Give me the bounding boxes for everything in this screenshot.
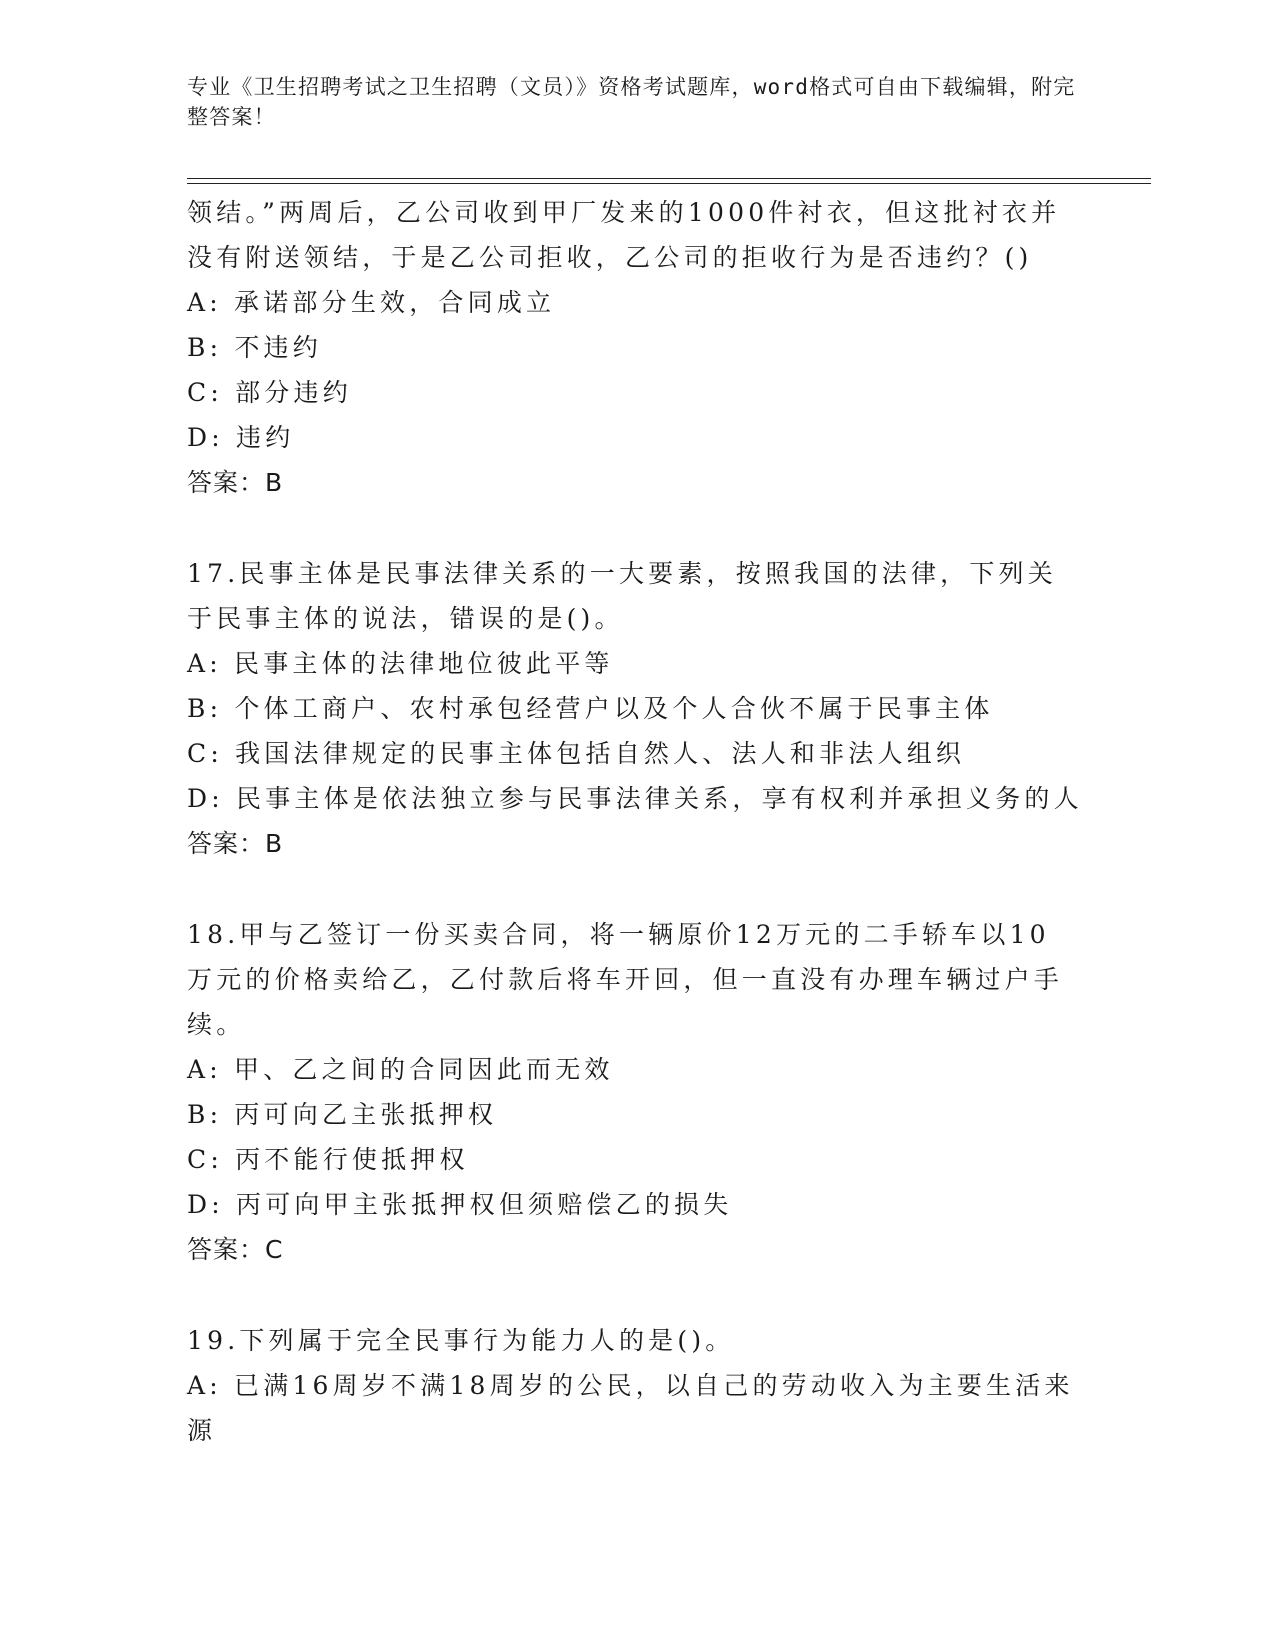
option-a: A: 民事主体的法律地位彼此平等 (187, 649, 614, 678)
option-d: D: 丙可向甲主张抵押权但须赔偿乙的损失 (187, 1190, 733, 1219)
option-c: C: 我国法律规定的民事主体包括自然人、法人和非法人组织 (187, 739, 966, 768)
option-a: A: 甲、乙之间的合同因此而无效 (187, 1055, 614, 1084)
header-divider-bottom (187, 183, 1151, 184)
question-block (187, 1318, 1077, 1453)
option-d: D: 民事主体是依法独立参与民事法律关系，享有权利并承担义务的人 (187, 784, 1083, 813)
question-block (187, 190, 1077, 505)
option-b: B: 丙可向乙主张抵押权 (187, 1100, 498, 1129)
option-c: C: 部分违约 (187, 378, 352, 407)
question-stem: 17.民事主体是民事法律关系的一大要素，按照我国的法律，下列关于民事主体的说法，错误的是()。 (187, 559, 1057, 633)
answer-line: 答案：B (187, 468, 284, 497)
question-stem: 19.下列属于完全民事行为能力人的是()。 (187, 1326, 735, 1355)
header-divider-top (187, 178, 1151, 179)
option-c: C: 丙不能行使抵押权 (187, 1145, 469, 1174)
question-block (187, 551, 1083, 866)
page-header: 专业《卫生招聘考试之卫生招聘（文员）》资格考试题库，word格式可自由下载编辑，附完整答案！ (187, 75, 1076, 129)
answer-line: 答案：C (187, 1235, 284, 1264)
option-a: A: 承诺部分生效，合同成立 (187, 288, 556, 317)
question-list (187, 190, 1083, 1453)
option-d: D: 违约 (187, 423, 295, 452)
question-block (187, 912, 1077, 1272)
option-a: A: 已满16周岁不满18周岁的公民，以自己的劳动收入为主要生活来源 (187, 1371, 1074, 1445)
answer-line: 答案：B (187, 829, 284, 858)
question-stem: 18.甲与乙签订一份买卖合同，将一辆原价12万元的二手轿车以10万元的价格卖给乙，乙付款后将车开回，但一直没有办理车辆过户手续。 (187, 920, 1064, 1039)
question-stem: 领结。”两周后，乙公司收到甲厂发来的1000件衬衣，但这批衬衣并没有附送领结，于是乙公司拒收，乙公司的拒收行为是否违约？() (187, 198, 1061, 272)
option-b: B: 不违约 (187, 333, 322, 362)
option-b: B: 个体工商户、农村承包经营户以及个人合伙不属于民事主体 (187, 694, 994, 723)
